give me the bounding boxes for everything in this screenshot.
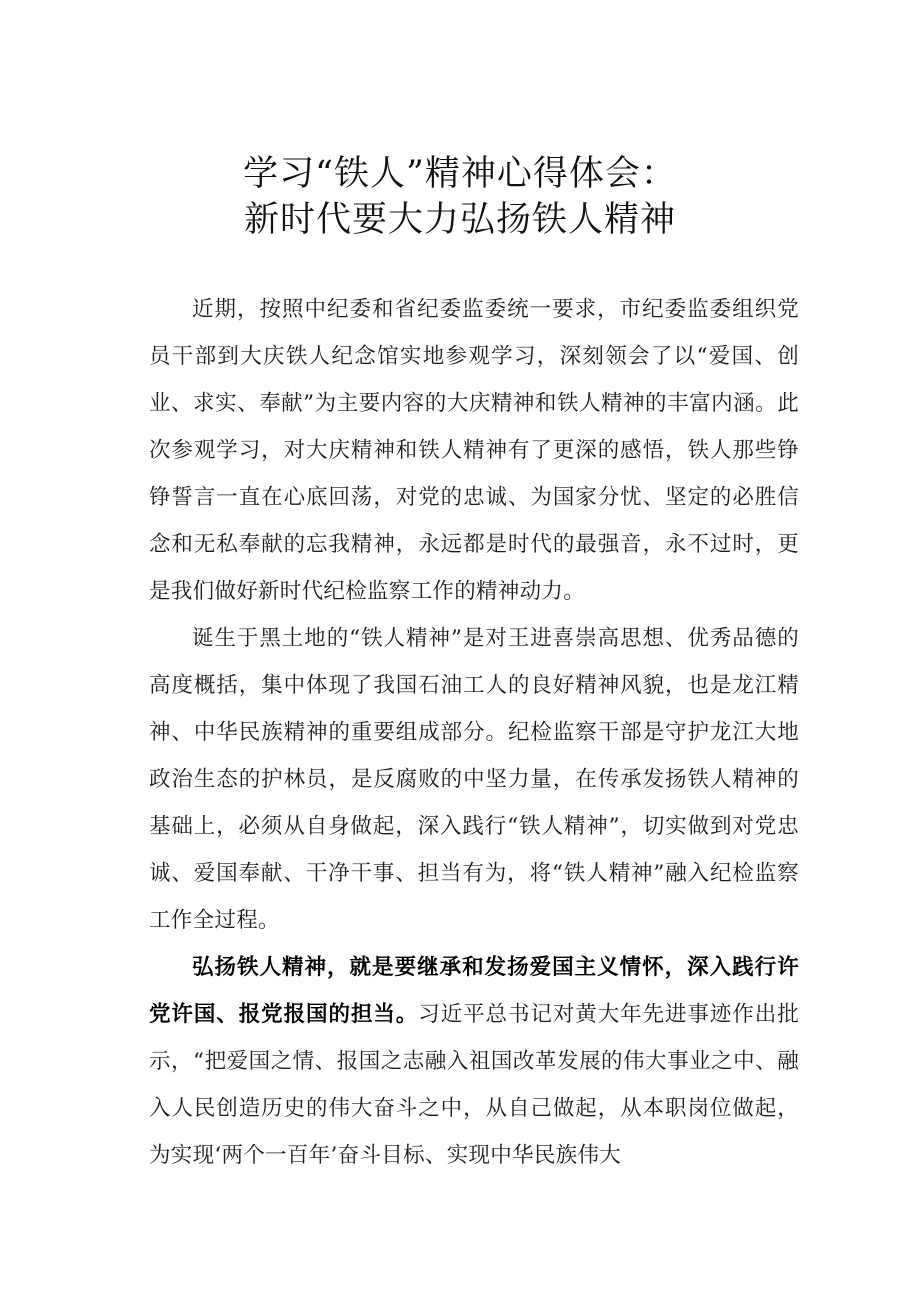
title-line-1: 学习“铁人”精神心得体会： bbox=[243, 154, 677, 194]
paragraph-3-bold-lead: 弘扬铁人精神，就是要继承和发扬爱国主义情怀，深入践行许党许国、报党报国的担当。 bbox=[149, 955, 799, 1027]
document-title bbox=[0, 151, 920, 243]
paragraph-3 bbox=[149, 944, 799, 1179]
document-body bbox=[149, 286, 799, 1179]
paragraph-1 bbox=[149, 286, 799, 615]
paragraph-2 bbox=[149, 615, 799, 944]
paragraph-2-text: 诞生于黑土地的“铁人精神”是对王进喜崇高思想、优秀品德的高度概括，集中体现了我国石油工人的良好精神风貌，也是龙江精神、中华民族精神的重要组成部分。纪检监察干部是守护龙江大地政治生态的护林员，是反腐败的中坚力量，在传承发扬铁人精神的基础上，必须从自身做起，深入践行“铁人精神”，切实做到对党忠诚、爱国奉献、干净干事、担当有为，将“铁人精神”融入纪检监察工作全过程。 bbox=[149, 626, 799, 933]
paragraph-1-text: 近期，按照中纪委和省纪委监委统一要求，市纪委监委组织党员干部到大庆铁人纪念馆实地参观学习，深刻领会了以“爱国、创业、求实、奉献”为主要内容的大庆精神和铁人精神的丰富内涵。此次参观学习，对大庆精神和铁人精神有了更深的感悟，铁人那些铮铮誓言一直在心底回荡，对党的忠诚、为国家分忧、坚定的必胜信念和无私奉献的忘我精神，永远都是时代的最强音，永不过时，更是我们做好新时代纪检监察工作的精神动力。 bbox=[149, 297, 799, 604]
paragraph-3-text: 习近平总书记对黄大年先进事迹作出批示，“把爱国之情、报国之志融入祖国改革发展的伟大事业之中、融入人民创造历史的伟大奋斗之中，从自己做起，从本职岗位做起，为实现‘两个一百年’奋斗目标、实现中华民族伟大 bbox=[149, 1002, 799, 1168]
title-line-2: 新时代要大力弘扬铁人精神 bbox=[243, 200, 676, 240]
